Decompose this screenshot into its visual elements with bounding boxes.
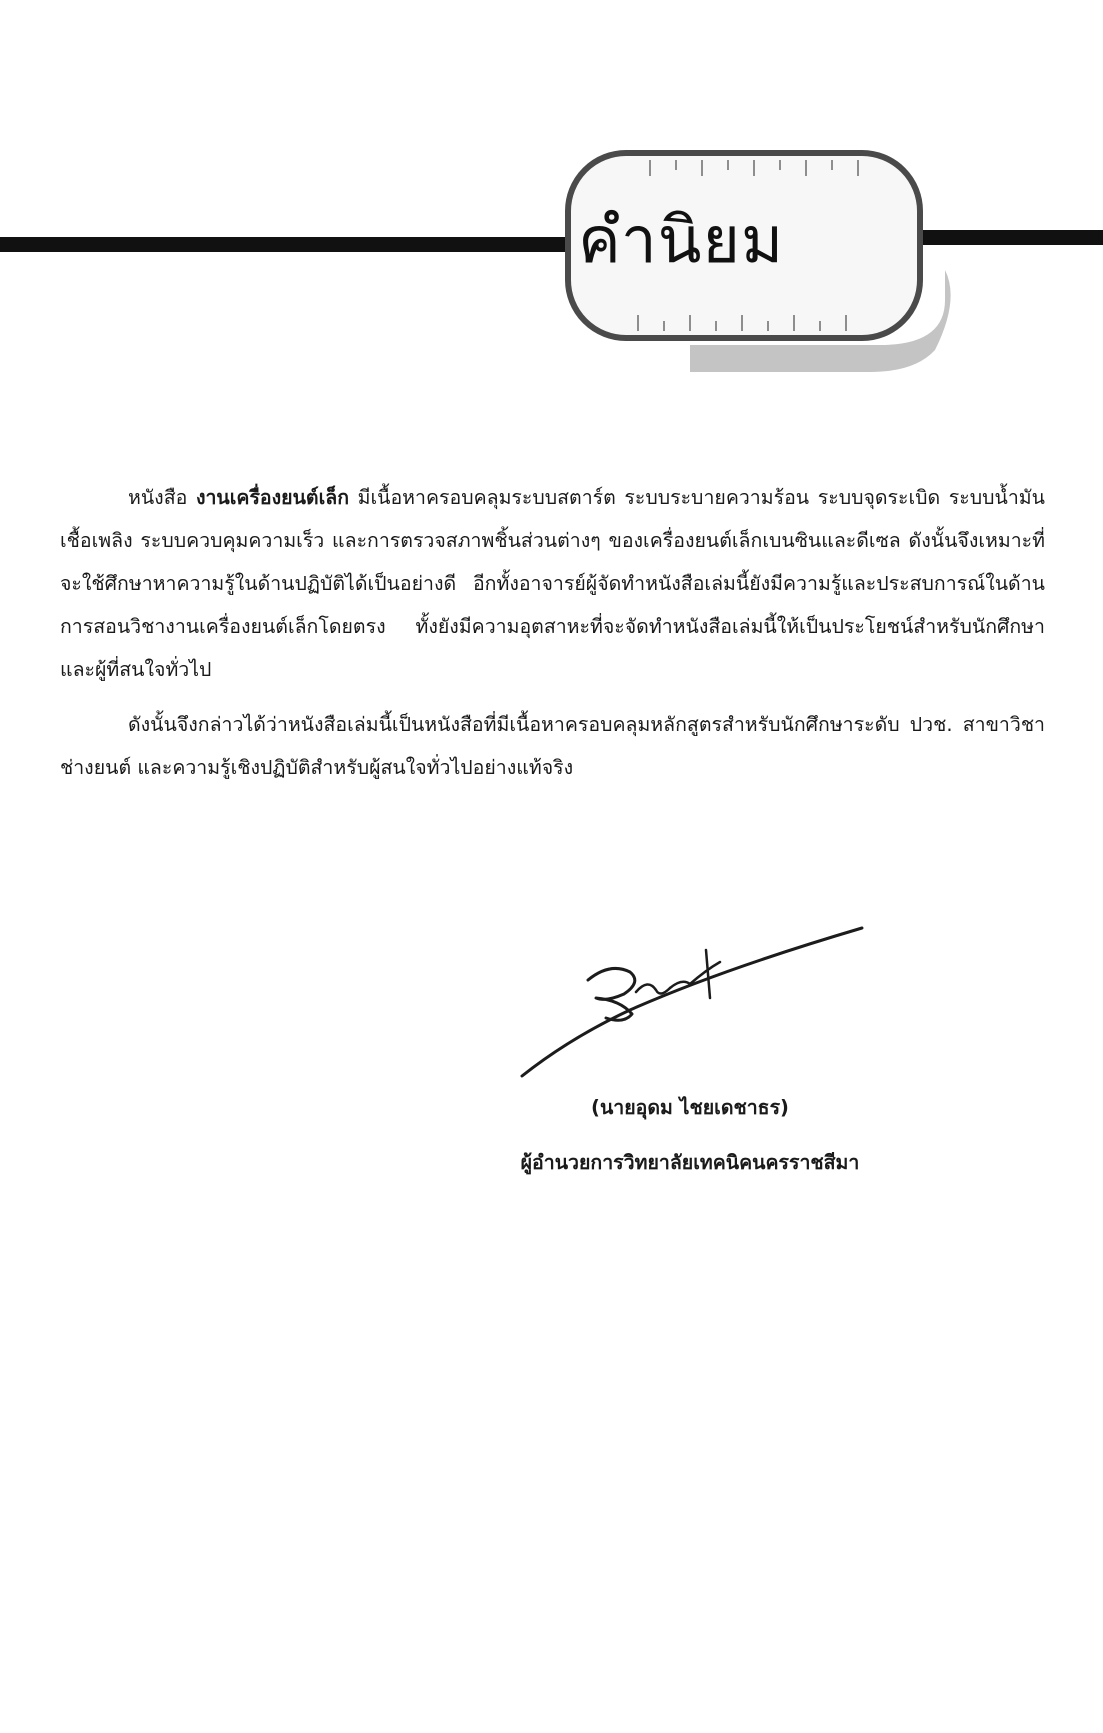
- page-title: คำนิยม: [578, 204, 785, 278]
- paragraph-2: ดังนั้นจึงกล่าวได้ว่าหนังสือเล่มนี้เป็นหนังสือที่มีเนื้อหาครอบคลุมหลักสูตรสำหรับนักศึกษาระดับ ปวช. สาขาวิชาช่างยนต์ และความรู้เชิงปฏิบัติสำหรับผู้สนใจทั่วไปอย่างแท้จริง: [60, 713, 1045, 779]
- body-text: [60, 476, 1045, 801]
- paragraph-1-lead: หนังสือ: [128, 486, 196, 509]
- signer-position: ผู้อำนวยการวิทยาลัยเทคนิคนครราชสีมา: [520, 1151, 860, 1174]
- left-rule: [0, 237, 575, 252]
- header-decoration: [0, 0, 1103, 380]
- signer-name: (นายอุดม ไชยเดชาธร): [591, 1096, 789, 1119]
- paragraph-1: [60, 476, 1045, 691]
- right-rule: [920, 230, 1103, 245]
- signature: [510, 918, 870, 1093]
- paragraph-1-rest: มีเนื้อหาครอบคลุมระบบสตาร์ต ระบบระบายความร้อน ระบบจุดระเบิด ระบบน้ำมันเชื้อเพลิง ระบบควบคุมความเร็ว และการตรวจสภาพชิ้นส่วนต่างๆ ของเครื่องยนต์เล็กเบนซินและดีเซล ดังนั้นจึงเหมาะที่จะใช้ศึกษาหาความรู้ในด้านปฏิบัติได้เป็นอย่างดี อีกทั้งอาจารย์ผู้จัดทำหนังสือเล่มนี้ยังมีความรู้และประสบการณ์ในด้านการสอนวิชางานเครื่องยนต์เล็กโดยตรง ทั้งยังมีความอุตสาหะที่จะจัดทำหนังสือเล่มนี้ให้เป็นประโยชน์สำหรับนักศึกษาและผู้ที่สนใจทั่วไป: [60, 486, 1045, 681]
- book-title: งานเครื่องยนต์เล็ก: [195, 486, 349, 509]
